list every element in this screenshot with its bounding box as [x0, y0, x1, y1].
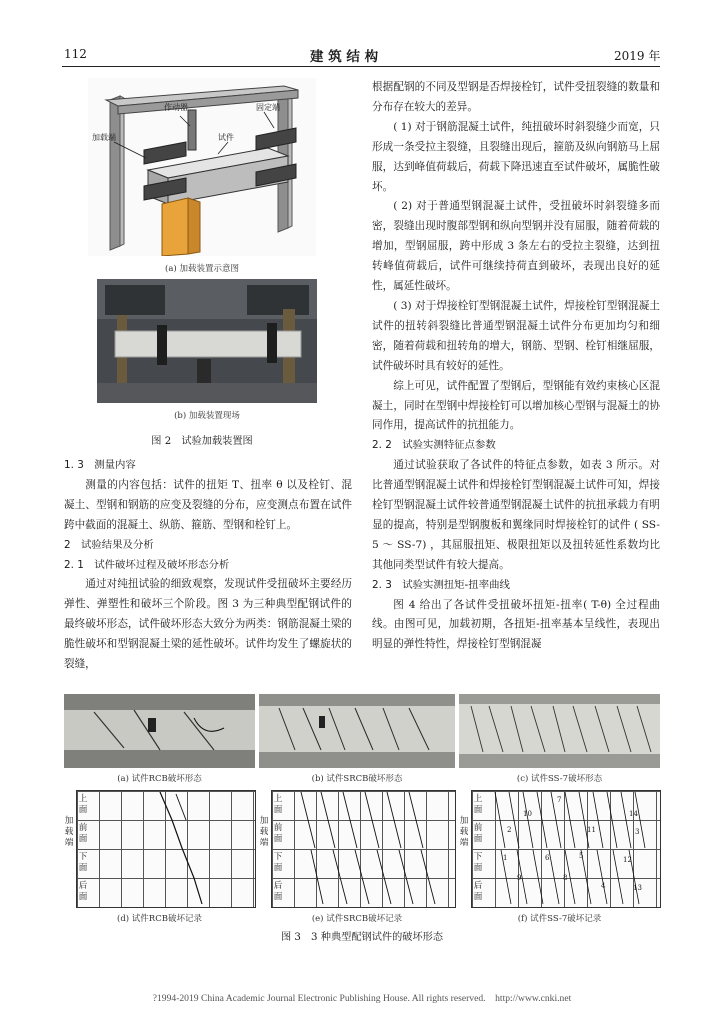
- fig2b-caption: (b) 加载装置现场: [174, 411, 240, 421]
- fig3c-caption: (c) 试件SS-7破坏形态: [516, 774, 603, 784]
- copyright-footer: ?1994-2019 China Academic Journal Electronic Publishing House. All rights reserved. http://www.cnki.net: [152, 993, 572, 1004]
- fig3e-caption: (e) 试件SRCB破坏记录: [311, 914, 403, 924]
- crack-number: 13: [633, 884, 642, 892]
- fig2-title: 图 2 试验加载装置图: [151, 436, 253, 447]
- srcb-crack-record: [259, 790, 455, 908]
- journal-year: 2019 年: [614, 49, 661, 63]
- rcb-end-label: 加载端: [64, 816, 74, 848]
- journal-title: 建 筑 结 构: [310, 49, 379, 65]
- fig3b-caption: (b) 试件SRCB破坏形态: [311, 774, 403, 784]
- page-number: 112: [64, 47, 87, 61]
- section-2-2-body: 通过试验获取了各试件的特征点参数，如表 3 所示。对比普通型钢混凝土试件和焊接栓钉型钢混凝土试件可知，焊接栓钉型钢混凝土试件较普通型钢混凝土试件的抗扭承载力有明显的提高，特别是型钢腹板和翼缘同时焊接栓钉的试件 ( SS-5 ～ SS-7) ，其屈服扭矩、极限扭矩以及扭转延性系数均比其他同类型试件有较大提高。: [372, 459, 660, 571]
- srcb-side-front: 前面: [273, 823, 283, 844]
- paragraph-intro: 根据配钢的不同及型钢是否焊接栓钉，试件受扭裂缝的数量和分布存在较大的差异。: [372, 81, 660, 113]
- crack-number: 3: [635, 828, 640, 836]
- fig3f-caption: (f) 试件SS-7破坏记录: [517, 914, 602, 924]
- crack-number: 14: [629, 810, 638, 818]
- section-2-1-body: 通过对纯扭试验的细致观察，发现试件受扭破坏主要经历弹性、弹塑性和破坏三个阶段。图 3 为三种典型配钢试件的最终破坏形态，试件破坏形态大致分为两类：钢筋混凝土梁的脆性破坏和型钢混凝土梁的延性破坏。试件均发生了螺旋状的裂缝，: [64, 578, 352, 671]
- crack-number: 12: [623, 856, 632, 864]
- crack-number: 11: [587, 826, 596, 834]
- section-1-3-body: 测量的内容包括：试件的扭矩 T、扭率 θ 以及栓钉、混凝土、型钢和钢筋的应变及裂缝的分布，应变测点布置在试件跨中截面的混凝土、纵筋、箍筋、型钢和栓钉上。: [64, 478, 352, 531]
- section-2-3-body: 图 4 给出了各试件受扭破坏扭矩-扭率( T-θ) 全过程曲线。由图可见，加载初期，各扭矩-扭率基本呈线性，表现出明显的弹性特性，焊接栓钉型钢混凝: [372, 598, 660, 651]
- crack-number: 10: [523, 810, 532, 818]
- srcb-failure-photo: [259, 694, 455, 768]
- label-loading-end: 加载端: [92, 133, 116, 142]
- section-2-heading: 2 试验结果及分析: [64, 538, 154, 551]
- crack-number: 5: [579, 852, 584, 860]
- ss7-failure-photo: [459, 694, 660, 768]
- rcb-failure-photo: [64, 694, 255, 768]
- label-fixed-end: 固定端: [256, 103, 280, 112]
- rcb-side-top: 上面: [78, 794, 88, 815]
- crack-number: 4: [601, 882, 606, 890]
- loading-site-photo: [97, 279, 317, 403]
- fig3a-caption: (a) 试件RCB破坏形态: [117, 774, 202, 784]
- crack-number: 1: [503, 854, 508, 862]
- ss7-side-top: 上面: [473, 794, 483, 815]
- left-column: [64, 456, 352, 675]
- paragraph-stud: ( 3) 对于焊接栓钉型钢混凝土试件，焊接栓钉型钢混凝土试件的扭转斜裂缝比普通型钢混凝土试件分布更加均匀和细密，随着荷载和扭转角的增大，钢筋、型钢、栓钉相继屈服，试件破坏时具有较好的延性。: [372, 299, 660, 372]
- paragraph-src: ( 2) 对于普通型钢混凝土试件，受扭破坏时斜裂缝多而密，裂缝出现时腹部型钢和纵向型钢并没有屈服，随着荷载的增加，型钢屈服，跨中形成 3 条左右的受拉主裂缝，达到扭转峰值荷载后，试件可继续持荷直到破坏，表现出良好的延性，属延性破坏。: [372, 200, 660, 293]
- ss7-end-label: 加载端: [459, 816, 469, 848]
- ss7-side-back: 后面: [473, 881, 483, 902]
- section-2-1-heading: 2. 1 试件破坏过程及破坏形态分析: [64, 558, 230, 571]
- ss7-crack-record: [459, 790, 660, 908]
- header-rule: [62, 66, 660, 67]
- loading-schematic: [88, 78, 316, 256]
- right-column: [372, 78, 660, 655]
- rcb-side-front: 前面: [78, 823, 88, 844]
- section-2-2-heading: 2. 2 试验实测特征点参数: [372, 439, 496, 452]
- srcb-side-top: 上面: [273, 794, 283, 815]
- fig2a-caption: (a) 加载装置示意图: [165, 264, 239, 274]
- srcb-side-back: 后面: [273, 881, 283, 902]
- srcb-side-bottom: 下面: [273, 852, 283, 873]
- paragraph-rc: ( 1) 对于钢筋混凝土试件，纯扭破坏时斜裂缝少而宽，只形成一条受拉主裂缝，且裂缝出现后，箍筋及纵向钢筋马上屈服，达到峰值荷载后，荷载下降迅速直至试件破坏，属脆性破坏。: [372, 120, 660, 193]
- crack-number: 7: [557, 796, 562, 804]
- rcb-side-bottom: 下面: [78, 852, 88, 873]
- rcb-side-back: 后面: [78, 881, 88, 902]
- section-2-3-heading: 2. 3 试验实测扭矩-扭率曲线: [372, 578, 510, 591]
- crack-number: 9: [517, 874, 522, 882]
- label-specimen: 试件: [218, 133, 234, 142]
- label-actuator: 作动器: [164, 103, 188, 112]
- crack-number: 8: [563, 874, 568, 882]
- paragraph-summary: 综上可见，试件配置了型钢后，型钢能有效约束核心区混凝土，同时在型钢中焊接栓钉可以增加核心型钢与混凝土的协同作用，提高试件的抗扭能力。: [372, 379, 660, 432]
- ss7-side-bottom: 下面: [473, 852, 483, 873]
- fig3d-caption: (d) 试件RCB破坏记录: [117, 914, 202, 924]
- ss7-side-front: 前面: [473, 823, 483, 844]
- crack-number: 6: [545, 854, 550, 862]
- fig3-title: 图 3 3 种典型配钢试件的破坏形态: [280, 932, 444, 943]
- section-1-3-heading: 1. 3 测量内容: [64, 459, 136, 471]
- rcb-crack-record: [64, 790, 255, 908]
- srcb-end-label: 加载端: [259, 816, 269, 848]
- crack-number: 2: [507, 826, 512, 834]
